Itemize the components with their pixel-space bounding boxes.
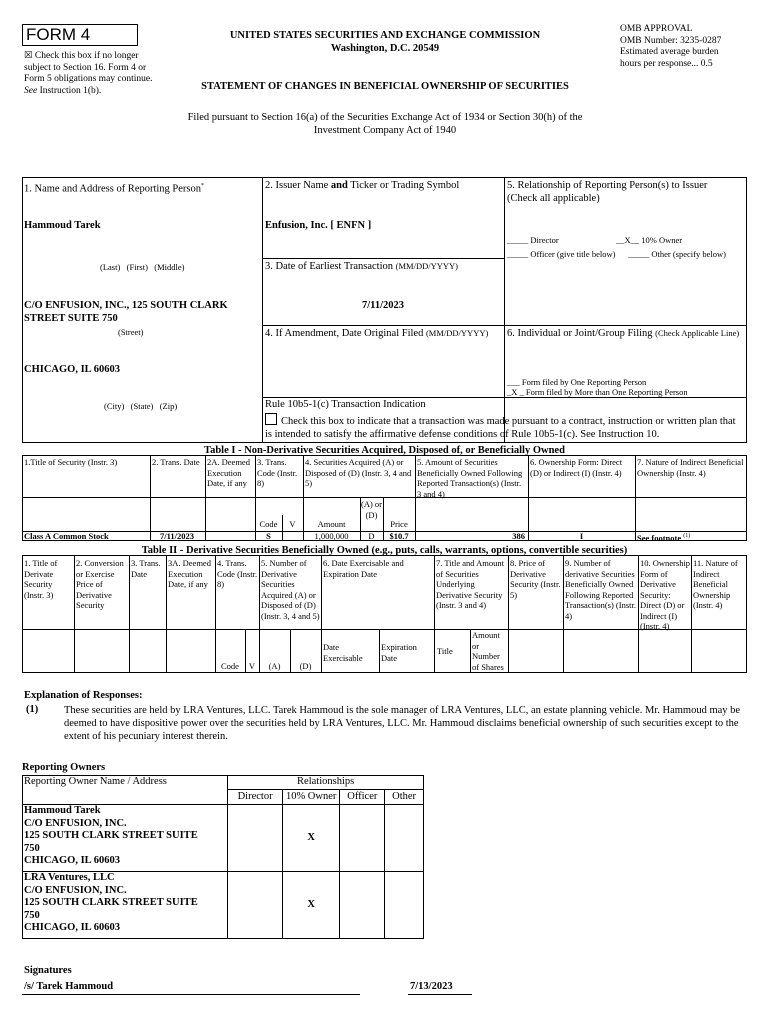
t2-sub-a: (A)	[268, 661, 281, 671]
t1-h1: 1.Title of Security (Instr. 3)	[24, 457, 118, 467]
t1-row-title: Class A Common Stock	[24, 531, 109, 541]
reporting-person-street: C/O ENFUSION, INC., 125 SOUTH CLARK STREET SUITE 750	[24, 300, 228, 324]
t2-h4: 4. Trans. Code (Instr. 8)	[217, 558, 258, 589]
checkbox-empty-icon	[265, 413, 277, 425]
instruction-ref: Instruction 1(b).	[39, 85, 102, 96]
reporting-person-name: Hammoud Tarek	[24, 220, 101, 231]
filed-pursuant-line2: Investment Company Act of 1940	[313, 125, 457, 136]
t1-h4: 4. Securities Acquired (A) or Disposed of (D) (Instr. 3, 4 and 5)	[305, 457, 412, 488]
signatures-heading: Signatures	[24, 965, 72, 976]
relationship-officer: _____ Officer (give title below)	[507, 249, 616, 259]
col-relationships: Relationships	[228, 776, 424, 790]
box5-label: 5. Relationship of Reporting Person(s) to Issuer (Check all applicable)	[507, 180, 708, 204]
t2-h9: 9. Number of derivative Securities Beneficially Owned Following Reported Transaction(s) (Instr. 4)	[565, 558, 636, 621]
rule10b5-label: Rule 10b5-1(c) Transaction Indication	[265, 399, 426, 410]
col-officer: Officer	[340, 789, 385, 805]
t2-h6: 6. Date Exercisable and Expiration Date	[323, 558, 404, 579]
t2-sub-amount: Amount or Number of Shares	[472, 630, 504, 672]
t1-sub-price: Price	[390, 519, 408, 529]
relationship-other: _____ Other (specify below)	[628, 249, 726, 259]
relationship-10pct-owner: __X__ 10% Owner	[616, 235, 683, 245]
form-title: FORM 4	[26, 25, 91, 44]
t2-h10: 10. Ownership Form of Derivative Security: Direct (D) or Indirect (I) (Instr. 4)	[640, 558, 691, 631]
statement-title: STATEMENT OF CHANGES IN BENEFICIAL OWNERSHIP OF SECURITIES	[201, 81, 569, 92]
t2-h2: 2. Conversion or Exercise Price of Derivative Security	[76, 558, 124, 610]
agency-address: Washington, D.C. 20549	[330, 43, 440, 54]
see-word: See	[24, 85, 38, 96]
t2-sub-v: V	[248, 661, 256, 671]
footnote-text: These securities are held by LRA Ventures, LLC. Tarek Hammoud is the sole manager of LRA Ventures, LLC, an estate planning vehicle. Mr. Hammoud may be deemed to have dispositive power over the securities held by LRA Ventures, LLC. Mr. Hammoud disclaims beneficial ownership of such securities except to the extent of his pecuniary interest therein.	[64, 705, 741, 742]
t1-row-owned: 386	[512, 531, 525, 541]
t2-sub-exercisable: Date Exercisable	[323, 642, 363, 663]
table-row: Hammoud Tarek C/O ENFUSION, INC. 125 SOUTH CLARK STREET SUITE 750 CHICAGO, IL 60603 X	[23, 805, 424, 872]
t2-sub-title: Title	[437, 646, 453, 656]
t2-sub-d: (D)	[299, 661, 312, 671]
t1-sub-aord: (A) or (D)	[360, 499, 382, 520]
owner2-10pct-mark: X	[282, 872, 340, 939]
t1-h2: 2. Trans. Date	[152, 457, 200, 467]
date-line	[408, 994, 472, 995]
t2-sub-expiration: Expiration Date	[381, 642, 417, 663]
t1-h2a: 2A. Deemed Execution Date, if any	[207, 457, 250, 488]
t2-h1: 1. Title of Derivate Security (Instr. 3)	[24, 558, 58, 600]
t1-sub-amount: Amount	[317, 519, 346, 529]
t1-h5: 5. Amount of Securities Beneficially Owned Following Reported Transaction(s) (Instr. 3 and 4)	[417, 457, 523, 499]
box4-label: 4. If Amendment, Date Original Filed (MM/DD/YYYY)	[265, 328, 489, 339]
t2-sub-code: Code	[221, 661, 239, 671]
reporting-owners-table	[22, 775, 424, 939]
earliest-transaction-date: 7/11/2023	[361, 300, 404, 311]
t1-h7: 7. Nature of Indirect Beneficial Ownership (Instr. 4)	[637, 457, 744, 478]
signature-line	[22, 994, 360, 995]
t1-sub-code: Code	[259, 519, 278, 529]
filed-by-more: _X _ Form filed by More than One Reporting Person	[507, 387, 688, 397]
rule10b5-text: Check this box to indicate that a transaction was made pursuant to a contract, instruction or written plan that is intended to satisfy the affirmative defense conditions of Rule 10b5-1(c). See Instruction 10.	[265, 416, 736, 440]
owner1-10pct-mark: X	[282, 805, 340, 872]
box2-label: 2. Issuer Name and Ticker or Trading Symbol	[265, 180, 460, 191]
t1-sub-v: V	[289, 519, 296, 529]
t1-row-price: $10.7	[389, 531, 409, 541]
issuer-name: Enfusion, Inc. [ ENFN ]	[265, 220, 372, 231]
t2-h8: 8. Price of Derivative Security (Instr. 5)	[510, 558, 561, 600]
signature-name: /s/ Tarek Hammoud	[24, 981, 114, 992]
t1-row-date: 7/11/2023	[160, 531, 195, 541]
reporting-person-city: CHICAGO, IL 60603	[24, 364, 120, 375]
t2-h7: 7. Title and Amount of Securities Underlying Derivative Security (Instr. 3 and 4)	[436, 558, 505, 610]
t2-h5: 5. Number of Derivative Securities Acquired (A) or Disposed of (D) (Instr. 3, 4 and 5)	[261, 558, 320, 621]
col-director: Director	[228, 789, 283, 805]
no-longer-subject-text: Check this box if no longer subject to Section 16. Form 4 or Form 5 obligations may continue.	[24, 51, 153, 84]
box3-label: 3. Date of Earliest Transaction (MM/DD/YYYY)	[265, 261, 458, 272]
reporting-owners-heading: Reporting Owners	[22, 762, 106, 773]
table-row: LRA Ventures, LLC C/O ENFUSION, INC. 125 SOUTH CLARK STREET SUITE 750 CHICAGO, IL 60603 X	[23, 872, 424, 939]
box1-label: 1. Name and Address of Reporting Person*	[24, 183, 205, 195]
footnote-number: (1)	[26, 704, 39, 715]
table1-title: Table I - Non-Derivative Securities Acquired, Disposed of, or Beneficially Owned	[204, 445, 565, 456]
rule10b5-checkbox[interactable]	[265, 413, 740, 441]
t2-h11: 11. Nature of Indirect Beneficial Ownership (Instr. 4)	[693, 558, 738, 610]
t2-h3a: 3A. Deemed Execution Date, if any	[168, 558, 211, 589]
checkbox-checked-icon: ☒	[24, 51, 33, 61]
explanation-heading: Explanation of Responses:	[24, 690, 143, 701]
col-owner-name: Reporting Owner Name / Address	[23, 776, 228, 805]
signature-date: 7/13/2023	[410, 981, 453, 992]
no-longer-subject-checkbox[interactable]	[24, 51, 154, 97]
street-caption: (Street)	[118, 327, 144, 337]
t2-h3: 3. Trans. Date	[131, 558, 161, 579]
t1-row-code: S	[266, 531, 271, 541]
relationship-director: _____ Director	[507, 235, 559, 245]
omb-approval-label: OMB APPROVAL	[620, 24, 693, 34]
agency-name: UNITED STATES SECURITIES AND EXCHANGE COMMISSION	[229, 30, 541, 41]
col-10pct-owner: 10% Owner	[282, 789, 340, 805]
t1-row-amount: 1,000,000	[314, 531, 349, 541]
t1-h3: 3. Trans. Code (Instr. 8)	[257, 457, 298, 488]
omb-burden-label: Estimated average burden	[620, 47, 719, 57]
t1-row-form: I	[579, 531, 584, 541]
name-caption: (Last) (First) (Middle)	[100, 262, 185, 272]
table2-title: Table II - Derivative Securities Beneficially Owned (e.g., puts, calls, warrants, options, convertible securities)	[141, 545, 628, 556]
filed-by-one: ___ Form filed by One Reporting Person	[507, 377, 647, 387]
filed-pursuant-line1: Filed pursuant to Section 16(a) of the Securities Exchange Act of 1934 or Section 30(h) of the	[187, 112, 583, 123]
box6-label: 6. Individual or Joint/Group Filing (Check Applicable Line)	[507, 328, 740, 339]
t1-row-nature: See footnote $^{(1)}$	[637, 532, 691, 543]
col-other: Other	[385, 789, 424, 805]
t1-row-aord: D	[368, 531, 375, 541]
city-caption: (City) (State) (Zip)	[104, 401, 178, 411]
omb-approval	[620, 24, 760, 70]
omb-number: OMB Number: 3235-0287	[620, 35, 722, 46]
omb-hours: hours per response... 0.5	[620, 58, 713, 69]
t1-h6: 6. Ownership Form: Direct (D) or Indirect (I) (Instr. 4)	[530, 457, 623, 478]
